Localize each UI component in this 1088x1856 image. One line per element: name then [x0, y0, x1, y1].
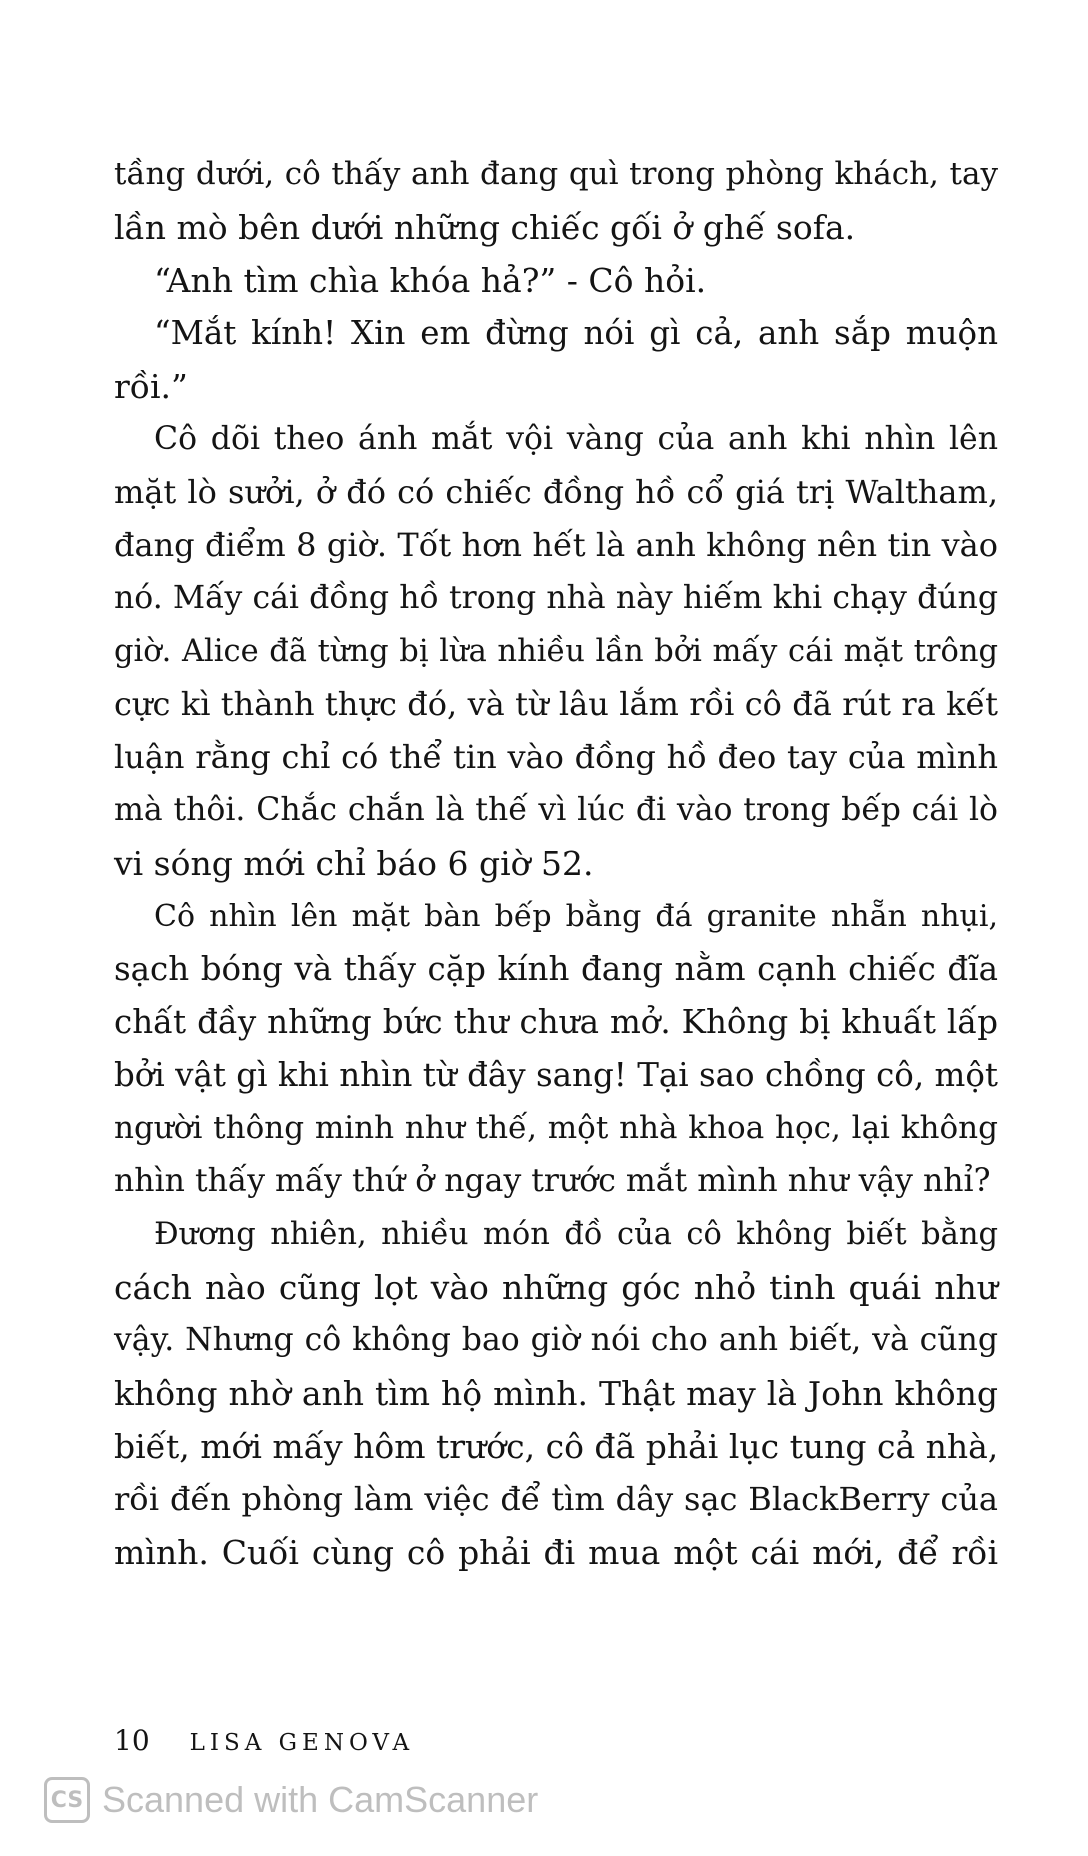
text-line: Đương nhiên, nhiều món đồ của cô không biết bằng	[154, 1217, 998, 1252]
text-line: mình. Cuối cùng cô phải đi mua một cái mới, để rồi	[114, 1533, 998, 1572]
text-line: không nhờ anh tìm hộ mình. Thật may là John không	[114, 1374, 998, 1413]
text-line: nhìn thấy mấy thứ ở ngay trước mắt mình như vậy nhỉ?	[114, 1163, 991, 1199]
text-line: người thông minh như thế, một nhà khoa học, lại không	[114, 1110, 998, 1146]
body-text	[114, 148, 998, 1579]
text-line: Cô nhìn lên mặt bàn bếp bằng đá granite nhẵn nhụi,	[154, 899, 998, 934]
text-line: chất đầy những bức thư chưa mở. Không bị khuất lấp	[114, 1003, 998, 1041]
text-line: vi sóng mới chỉ báo 6 giờ 52.	[114, 844, 594, 883]
camscanner-logo-icon: CS	[44, 1777, 90, 1823]
text-line: giờ. Alice đã từng bị lừa nhiều lần bởi mấy cái mặt trông	[114, 634, 998, 669]
page-footer	[114, 1724, 414, 1764]
text-line: tầng dưới, cô thấy anh đang quì trong phòng khách, tay	[114, 156, 998, 192]
text-line: “Mắt kính! Xin em đừng nói gì cả, anh sắp muộn	[154, 314, 998, 352]
page-number: 10	[114, 1724, 150, 1757]
text-line: mà thôi. Chắc chắn là thế vì lúc đi vào trong bếp cái lò	[114, 792, 998, 828]
text-line: rồi.”	[114, 367, 188, 406]
text-line: nó. Mấy cái đồng hồ trong nhà này hiếm khi chạy đúng	[114, 580, 998, 616]
text-line: biết, mới mấy hôm trước, cô đã phải lục tung cả nhà,	[114, 1427, 999, 1466]
text-line: cách nào cũng lọt vào những góc nhỏ tinh quái như	[114, 1268, 998, 1307]
text-line: mặt lò sưởi, ở đó có chiếc đồng hồ cổ giá trị Waltham,	[114, 473, 998, 511]
text-line: đang điểm 8 giờ. Tốt hơn hết là anh không nên tin vào	[114, 526, 998, 564]
watermark-text: Scanned with CamScanner	[102, 1779, 539, 1820]
text-line: lần mò bên dưới những chiếc gối ở ghế sofa.	[114, 208, 856, 247]
text-line: Cô dõi theo ánh mắt vội vàng của anh khi nhìn lên	[154, 421, 998, 457]
text-line: vậy. Nhưng cô không bao giờ nói cho anh biết, và cũng	[114, 1322, 998, 1358]
text-line: “Anh tìm chìa khóa hả?” - Cô hỏi.	[154, 261, 707, 300]
text-line: luận rằng chỉ có thể tin vào đồng hồ đeo tay của mình	[114, 738, 998, 776]
text-line: cực kì thành thực đó, và từ lâu lắm rồi cô đã rút ra kết	[114, 685, 998, 723]
scanner-watermark	[44, 1774, 538, 1826]
text-line: sạch bóng và thấy cặp kính đang nằm cạnh chiếc đĩa	[114, 950, 998, 988]
text-line: bởi vật gì khi nhìn từ đây sang! Tại sao chồng cô, một	[114, 1056, 998, 1094]
text-line: rồi đến phòng làm việc để tìm dây sạc BlackBerry của	[114, 1480, 998, 1518]
running-head: LISA GENOVA	[189, 1730, 415, 1756]
